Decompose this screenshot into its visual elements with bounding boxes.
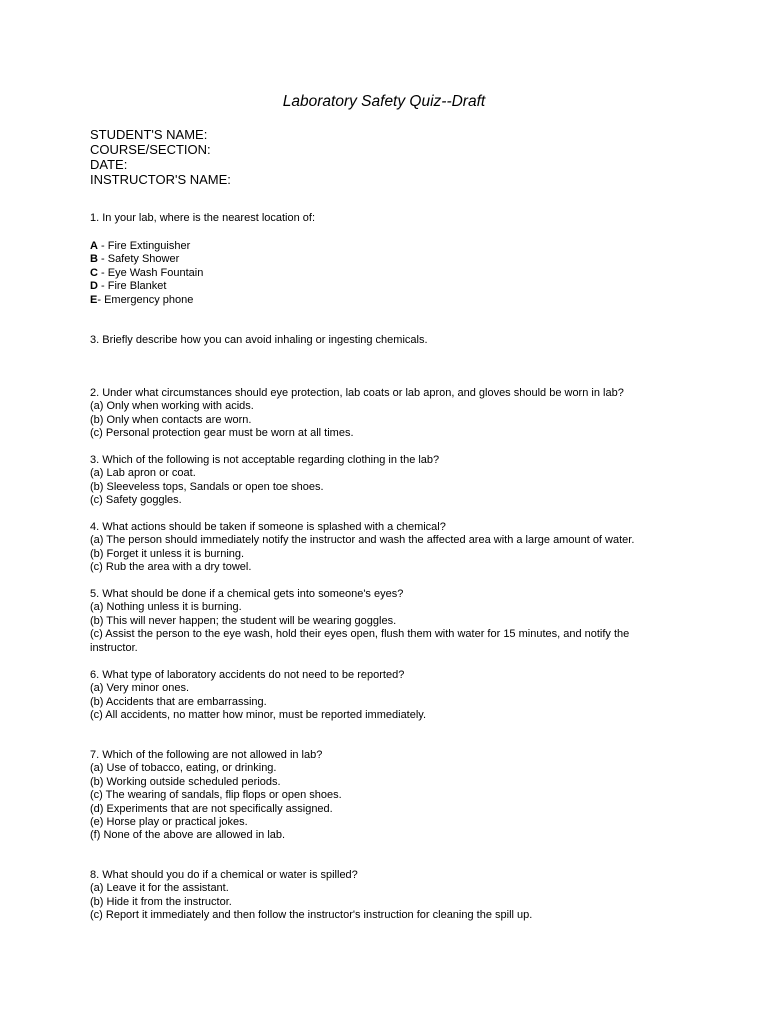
student-info-block <box>90 127 231 187</box>
question-1-text: 1. In your lab, where is the nearest location of: <box>90 212 316 224</box>
question-5 <box>90 588 670 655</box>
page-title: Laboratory Safety Quiz--Draft <box>282 93 486 110</box>
answer-option: (c) Personal protection gear must be worn at all times. <box>90 427 354 440</box>
item-text: - Fire Blanket <box>97 280 167 293</box>
location-item <box>90 253 670 266</box>
item-letter: B <box>90 253 98 266</box>
item-letter: E <box>90 293 98 306</box>
student-name-label: STUDENT'S NAME: <box>90 127 208 142</box>
answer-option: (c) Report it immediately and then follow the instructor's instruction for cleaning the spill up. <box>90 909 533 922</box>
answer-option: (a) Use of tobacco, eating, or drinking. <box>90 762 277 775</box>
item-letter: A <box>90 240 98 252</box>
question-3-short <box>90 334 670 347</box>
answer-option: (e) Horse play or practical jokes. <box>90 816 248 829</box>
question-8 <box>90 869 670 923</box>
question-7 <box>90 749 670 843</box>
answer-option: (d) Experiments that are not specifically assigned. <box>90 802 333 815</box>
answer-option: (a) Very minor ones. <box>90 682 190 695</box>
location-item <box>90 280 670 293</box>
answer-option: (b) This will never happen; the student will be wearing goggles. <box>90 614 397 627</box>
answer-option: (b) Accidents that are embarrassing. <box>90 695 267 708</box>
answer-option: (c) The wearing of sandals, flip flops or open shoes. <box>90 789 342 802</box>
question-1-items <box>90 240 670 307</box>
answer-option: (b) Only when contacts are worn. <box>90 413 252 426</box>
answer-option: (a) The person should immediately notify the instructor and wash the affected area with a large amount of water. <box>90 534 635 547</box>
answer-option: (a) Only when working with acids. <box>90 400 254 413</box>
answer-option: (c) Rub the area with a dry towel. <box>90 561 252 574</box>
location-item <box>90 267 670 280</box>
question-3-clothing-text: 3. Which of the following is not acceptable regarding clothing in the lab? <box>90 454 440 466</box>
question-6-text: 6. What type of laboratory accidents do not need to be reported? <box>90 669 405 681</box>
answer-option: (c) Safety goggles. <box>90 494 182 507</box>
question-5-text: 5. What should be done if a chemical gets into someone's eyes? <box>90 588 404 600</box>
answer-option: (b) Sleeveless tops, Sandals or open toe shoes. <box>90 480 324 493</box>
question-8-text: 8. What should you do if a chemical or water is spilled? <box>90 869 358 881</box>
question-2-text: 2. Under what circumstances should eye protection, lab coats or lab apron, and gloves should be worn in lab? <box>90 387 624 399</box>
location-item <box>90 240 670 253</box>
answer-option: (c) All accidents, no matter how minor, must be reported immediately. <box>90 709 427 722</box>
question-1 <box>90 212 670 225</box>
answer-option: (a) Lab apron or coat. <box>90 467 196 480</box>
item-letter: C <box>90 266 98 279</box>
question-3-clothing <box>90 454 670 508</box>
course-section-label: COURSE/SECTION: <box>90 142 211 157</box>
item-letter: D <box>90 280 98 293</box>
answer-option: (b) Working outside scheduled periods. <box>90 775 281 788</box>
date-label: DATE: <box>90 157 128 172</box>
question-6 <box>90 669 670 723</box>
item-text: - Emergency phone <box>97 293 194 306</box>
item-text: - Eye Wash Fountain <box>97 266 204 279</box>
answer-option: (b) Hide it from the instructor. <box>90 895 232 908</box>
question-4-text: 4. What actions should be taken if someone is splashed with a chemical? <box>90 521 446 533</box>
item-text: - Safety Shower <box>97 253 180 266</box>
answer-option: (a) Leave it for the assistant. <box>90 882 229 895</box>
instructor-name-label: INSTRUCTOR'S NAME: <box>90 172 231 187</box>
answer-option: (f) None of the above are allowed in lab. <box>90 829 286 842</box>
answer-option: (a) Nothing unless it is burning. <box>90 601 242 614</box>
question-3-short-text: 3. Briefly describe how you can avoid inhaling or ingesting chemicals. <box>90 334 428 346</box>
item-text: - Fire Extinguisher <box>97 240 191 252</box>
location-item <box>90 294 670 307</box>
answer-option: (b) Forget it unless it is burning. <box>90 547 245 560</box>
answer-option: (c) Assist the person to the eye wash, hold their eyes open, flush them with water for 15 minutes, and notify the instructor. <box>90 628 630 654</box>
question-2 <box>90 387 670 441</box>
question-7-text: 7. Which of the following are not allowed in lab? <box>90 749 323 761</box>
question-4 <box>90 521 670 575</box>
